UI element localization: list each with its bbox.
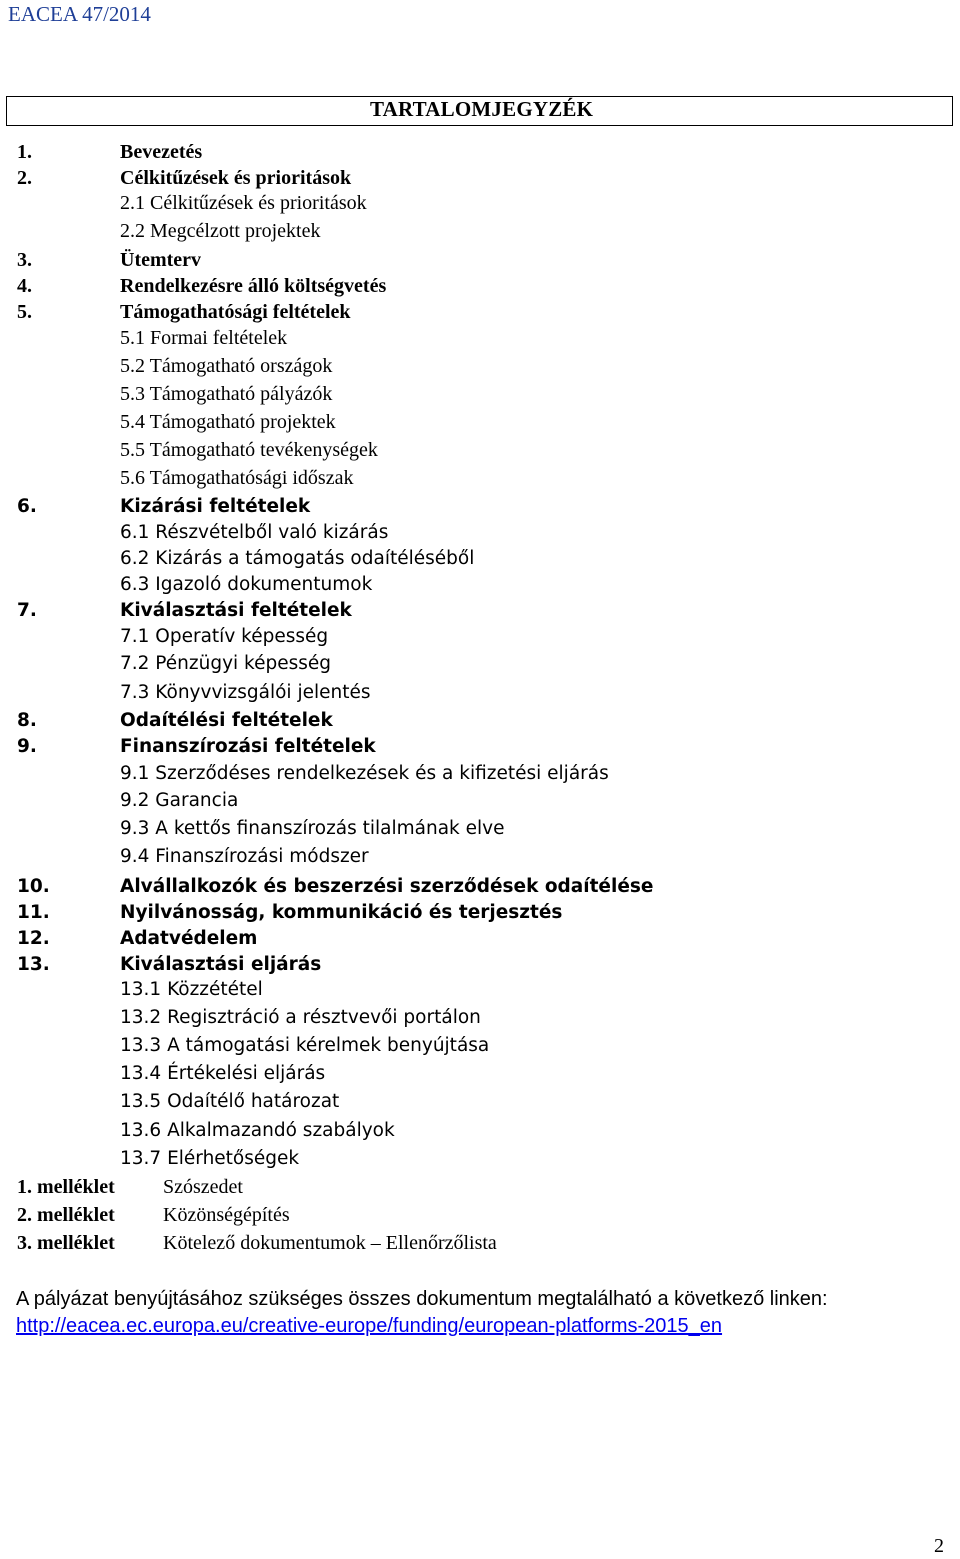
annex-number: 3. melléklet bbox=[17, 1232, 115, 1254]
toc-entry-label: 5.6 Támogathatósági időszak bbox=[120, 467, 354, 489]
toc-entry-label: 2.2 Megcélzott projektek bbox=[120, 220, 321, 242]
toc-section-number: 6. bbox=[17, 496, 37, 517]
toc-entry-label: 7.3 Könyvvizsgálói jelentés bbox=[120, 682, 371, 703]
toc-section-number: 5. bbox=[17, 301, 32, 323]
toc-entry-label: 7.2 Pénzügyi képesség bbox=[120, 653, 332, 674]
toc-entry-label: 5.3 Támogatható pályázók bbox=[120, 383, 333, 405]
toc-entry-label: 13.3 A támogatási kérelmek benyújtása bbox=[120, 1035, 490, 1056]
document-id-header: EACEA 47/2014 bbox=[8, 2, 151, 26]
toc-entry-label: 6.3 Igazoló dokumentumok bbox=[120, 574, 373, 595]
toc-section-number: 13. bbox=[17, 954, 50, 975]
toc-section-number: 9. bbox=[17, 736, 37, 757]
annex-number: 2. melléklet bbox=[17, 1204, 115, 1226]
toc-section-number: 7. bbox=[17, 600, 37, 621]
toc-entry-label: Adatvédelem bbox=[120, 928, 258, 949]
toc-entry-label: 9.4 Finanszírozási módszer bbox=[120, 846, 369, 867]
toc-section-number: 12. bbox=[17, 928, 50, 949]
toc-section-number: 4. bbox=[17, 275, 32, 297]
annex-label: Közönségépítés bbox=[163, 1204, 290, 1226]
toc-entry-label: 9.1 Szerződéses rendelkezések és a kifizetési eljárás bbox=[120, 763, 609, 784]
toc-entry-label: Ütemterv bbox=[120, 249, 202, 271]
toc-entry-label: 7.1 Operatív képesség bbox=[120, 626, 329, 647]
toc-entry-label: 9.2 Garancia bbox=[120, 790, 239, 811]
toc-entry-label: 5.1 Formai feltételek bbox=[120, 327, 288, 349]
toc-entry-label: 13.5 Odaítélő határozat bbox=[120, 1091, 340, 1112]
toc-entry-label: Rendelkezésre álló költségvetés bbox=[120, 275, 387, 297]
toc-entry-label: 6.2 Kizárás a támogatás odaítéléséből bbox=[120, 548, 475, 569]
page-number: 2 bbox=[934, 1535, 944, 1557]
toc-entry-label: Finanszírozási feltételek bbox=[120, 736, 376, 757]
toc-entry-label: Nyilvánosság, kommunikáció és terjesztés bbox=[120, 902, 563, 923]
toc-entry-label: Alvállalkozók és beszerzési szerződések odaítélése bbox=[120, 876, 654, 897]
toc-entry-label: Kiválasztási eljárás bbox=[120, 954, 322, 975]
toc-entry-label: 13.1 Közzététel bbox=[120, 979, 263, 1000]
annex-label: Szószedet bbox=[163, 1176, 243, 1198]
toc-entry-label: Támogathatósági feltételek bbox=[120, 301, 351, 323]
toc-entry-label: Kizárási feltételek bbox=[120, 496, 311, 517]
toc-entry-label: 5.4 Támogatható projektek bbox=[120, 411, 336, 433]
annex-label: Kötelező dokumentumok – Ellenőrzőlista bbox=[163, 1232, 497, 1254]
submission-note: A pályázat benyújtásához szükséges összes dokumentum megtalálható a következő linken: bbox=[16, 1288, 828, 1310]
toc-entry-label: Kiválasztási feltételek bbox=[120, 600, 352, 621]
toc-section-number: 1. bbox=[17, 141, 32, 163]
toc-section-number: 11. bbox=[17, 902, 50, 923]
toc-entry-label: 9.3 A kettős finanszírozás tilalmának elve bbox=[120, 818, 505, 839]
toc-entry-label: Célkitűzések és prioritások bbox=[120, 167, 352, 189]
toc-entry-label: 6.1 Részvételből való kizárás bbox=[120, 522, 389, 543]
toc-entry-label: 13.6 Alkalmazandó szabályok bbox=[120, 1120, 395, 1141]
toc-section-number: 3. bbox=[17, 249, 32, 271]
documents-link[interactable]: http://eacea.ec.europa.eu/creative-europe/funding/european-platforms-2015_en bbox=[16, 1315, 723, 1337]
toc-section-number: 8. bbox=[17, 710, 37, 731]
toc-entry-label: 2.1 Célkitűzések és prioritások bbox=[120, 192, 367, 214]
toc-entry-label: 5.2 Támogatható országok bbox=[120, 355, 333, 377]
toc-section-number: 10. bbox=[17, 876, 50, 897]
annex-number: 1. melléklet bbox=[17, 1176, 115, 1198]
toc-title: TARTALOMJEGYZÉK bbox=[370, 97, 594, 121]
toc-entry-label: Odaítélési feltételek bbox=[120, 710, 333, 731]
toc-section-number: 2. bbox=[17, 167, 32, 189]
toc-entry-label: 13.7 Elérhetőségek bbox=[120, 1148, 300, 1169]
toc-entry-label: Bevezetés bbox=[120, 141, 203, 163]
toc-entry-label: 13.4 Értékelési eljárás bbox=[120, 1063, 326, 1084]
toc-entry-label: 5.5 Támogatható tevékenységek bbox=[120, 439, 378, 461]
toc-entry-label: 13.2 Regisztráció a résztvevői portálon bbox=[120, 1007, 481, 1028]
